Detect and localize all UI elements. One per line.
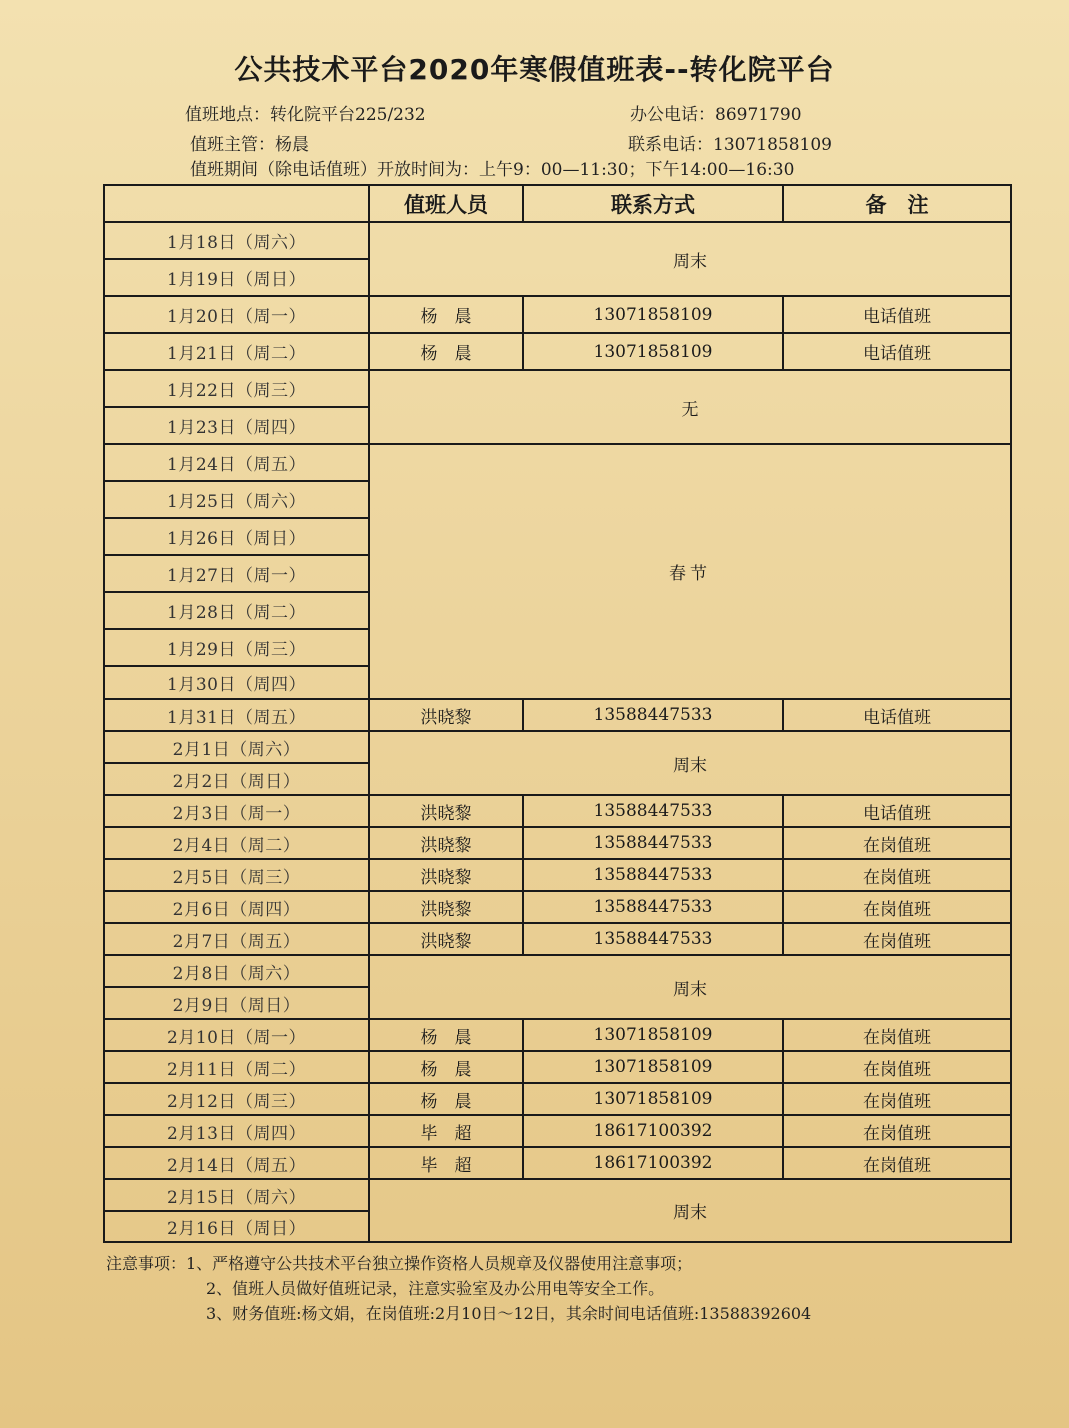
note-cell: 在岗值班 — [783, 1083, 1011, 1115]
table-row — [104, 955, 1011, 987]
date-cell: 2月5日（周三） — [104, 859, 369, 891]
weekend-cell: 周末 — [369, 222, 1011, 296]
phone-cell: 13588447533 — [523, 795, 783, 827]
phone-cell: 13071858109 — [523, 1083, 783, 1115]
date-cell: 1月23日（周四） — [104, 407, 369, 444]
phone-cell: 13588447533 — [523, 827, 783, 859]
table-row — [104, 1147, 1011, 1179]
date-cell: 1月31日（周五） — [104, 699, 369, 731]
person-cell: 杨 晨 — [369, 1019, 523, 1051]
date-cell: 2月1日（周六） — [104, 731, 369, 763]
notes-line-3: 3、财务值班:杨文娟，在岗值班:2月10日～12日，其余时间电话值班:13588392604 — [206, 1304, 812, 1323]
date-cell: 2月7日（周五） — [104, 923, 369, 955]
person-cell: 洪晓黎 — [369, 827, 523, 859]
duty-schedule-table — [103, 184, 1012, 1243]
date-cell: 1月22日（周三） — [104, 370, 369, 407]
person-cell: 杨 晨 — [369, 333, 523, 370]
date-cell: 2月10日（周一） — [104, 1019, 369, 1051]
weekend-cell: 周末 — [369, 955, 1011, 1019]
date-cell: 1月26日（周日） — [104, 518, 369, 555]
table-row — [104, 827, 1011, 859]
phone-cell: 13071858109 — [523, 1019, 783, 1051]
date-cell: 1月21日（周二） — [104, 333, 369, 370]
person-cell: 洪晓黎 — [369, 891, 523, 923]
date-cell: 2月6日（周四） — [104, 891, 369, 923]
person-cell: 洪晓黎 — [369, 859, 523, 891]
phone-cell: 13588447533 — [523, 699, 783, 731]
person-cell: 毕 超 — [369, 1147, 523, 1179]
table-row — [104, 891, 1011, 923]
phone-cell: 13071858109 — [523, 296, 783, 333]
date-cell: 2月2日（周日） — [104, 763, 369, 795]
phone-cell: 13071858109 — [523, 1051, 783, 1083]
weekend-cell: 周末 — [369, 1179, 1011, 1242]
header-note: 备 注 — [783, 185, 1011, 222]
date-cell: 1月19日（周日） — [104, 259, 369, 296]
person-cell: 杨 晨 — [369, 296, 523, 333]
table-row — [104, 1083, 1011, 1115]
date-cell: 1月24日（周五） — [104, 444, 369, 481]
note-cell: 电话值班 — [783, 333, 1011, 370]
page-title: 公共技术平台2020年寒假值班表--转化院平台 — [234, 53, 835, 86]
table-row — [104, 795, 1011, 827]
date-cell: 1月28日（周二） — [104, 592, 369, 629]
table-row — [104, 1019, 1011, 1051]
notes-line-2: 2、值班人员做好值班记录，注意实验室及办公用电等安全工作。 — [206, 1279, 665, 1298]
date-cell: 1月27日（周一） — [104, 555, 369, 592]
date-cell: 2月11日（周二） — [104, 1051, 369, 1083]
date-cell: 2月3日（周一） — [104, 795, 369, 827]
date-cell: 2月13日（周四） — [104, 1115, 369, 1147]
table-row — [104, 370, 1011, 407]
note-cell: 在岗值班 — [783, 1115, 1011, 1147]
date-cell: 2月16日（周日） — [104, 1211, 369, 1242]
phone-cell: 18617100392 — [523, 1115, 783, 1147]
date-cell: 1月25日（周六） — [104, 481, 369, 518]
person-cell: 洪晓黎 — [369, 923, 523, 955]
table-row — [104, 859, 1011, 891]
contact-phone-info: 联系电话：13071858109 — [628, 135, 832, 155]
hours-info: 值班期间（除电话值班）开放时间为：上午9：00—11:30；下午14:00—16:30 — [190, 160, 795, 180]
supervisor-info: 值班主管：杨晨 — [190, 135, 309, 155]
table-row — [104, 923, 1011, 955]
note-cell: 在岗值班 — [783, 1019, 1011, 1051]
phone-cell: 13071858109 — [523, 333, 783, 370]
person-cell: 杨 晨 — [369, 1083, 523, 1115]
note-cell: 在岗值班 — [783, 923, 1011, 955]
header-contact: 联系方式 — [523, 185, 783, 222]
table-row — [104, 222, 1011, 259]
date-cell: 2月14日（周五） — [104, 1147, 369, 1179]
date-cell: 2月4日（周二） — [104, 827, 369, 859]
header-person: 值班人员 — [369, 185, 523, 222]
note-cell: 电话值班 — [783, 296, 1011, 333]
person-cell: 毕 超 — [369, 1115, 523, 1147]
person-cell: 杨 晨 — [369, 1051, 523, 1083]
person-cell: 洪晓黎 — [369, 699, 523, 731]
notes-line-1: 注意事项：1、严格遵守公共技术平台独立操作资格人员规章及仪器使用注意事项； — [106, 1254, 693, 1273]
table-row — [104, 296, 1011, 333]
date-cell: 2月9日（周日） — [104, 987, 369, 1019]
phone-cell: 18617100392 — [523, 1147, 783, 1179]
header-date — [104, 185, 369, 222]
note-cell: 在岗值班 — [783, 891, 1011, 923]
weekend-cell: 周末 — [369, 731, 1011, 795]
date-cell: 1月30日（周四） — [104, 666, 369, 699]
no-duty-cell: 无 — [369, 370, 1011, 444]
date-cell: 2月8日（周六） — [104, 955, 369, 987]
office-phone-info: 办公电话：86971790 — [630, 105, 802, 125]
table-row — [104, 731, 1011, 763]
note-cell: 电话值班 — [783, 699, 1011, 731]
date-cell: 2月12日（周三） — [104, 1083, 369, 1115]
note-cell: 在岗值班 — [783, 859, 1011, 891]
table-row — [104, 1179, 1011, 1211]
phone-cell: 13588447533 — [523, 923, 783, 955]
date-cell: 2月15日（周六） — [104, 1179, 369, 1211]
note-cell: 电话值班 — [783, 795, 1011, 827]
table-row — [104, 333, 1011, 370]
date-cell: 1月29日（周三） — [104, 629, 369, 666]
table-row — [104, 444, 1011, 481]
table-row — [104, 1115, 1011, 1147]
note-cell: 在岗值班 — [783, 827, 1011, 859]
note-cell: 在岗值班 — [783, 1051, 1011, 1083]
date-cell: 1月20日（周一） — [104, 296, 369, 333]
table-row — [104, 1051, 1011, 1083]
phone-cell: 13588447533 — [523, 891, 783, 923]
person-cell: 洪晓黎 — [369, 795, 523, 827]
note-cell: 在岗值班 — [783, 1147, 1011, 1179]
location-info: 值班地点：转化院平台225/232 — [185, 105, 426, 125]
phone-cell: 13588447533 — [523, 859, 783, 891]
table-row — [104, 699, 1011, 731]
spring-festival-cell: 春节 — [369, 444, 1011, 699]
date-cell: 1月18日（周六） — [104, 222, 369, 259]
